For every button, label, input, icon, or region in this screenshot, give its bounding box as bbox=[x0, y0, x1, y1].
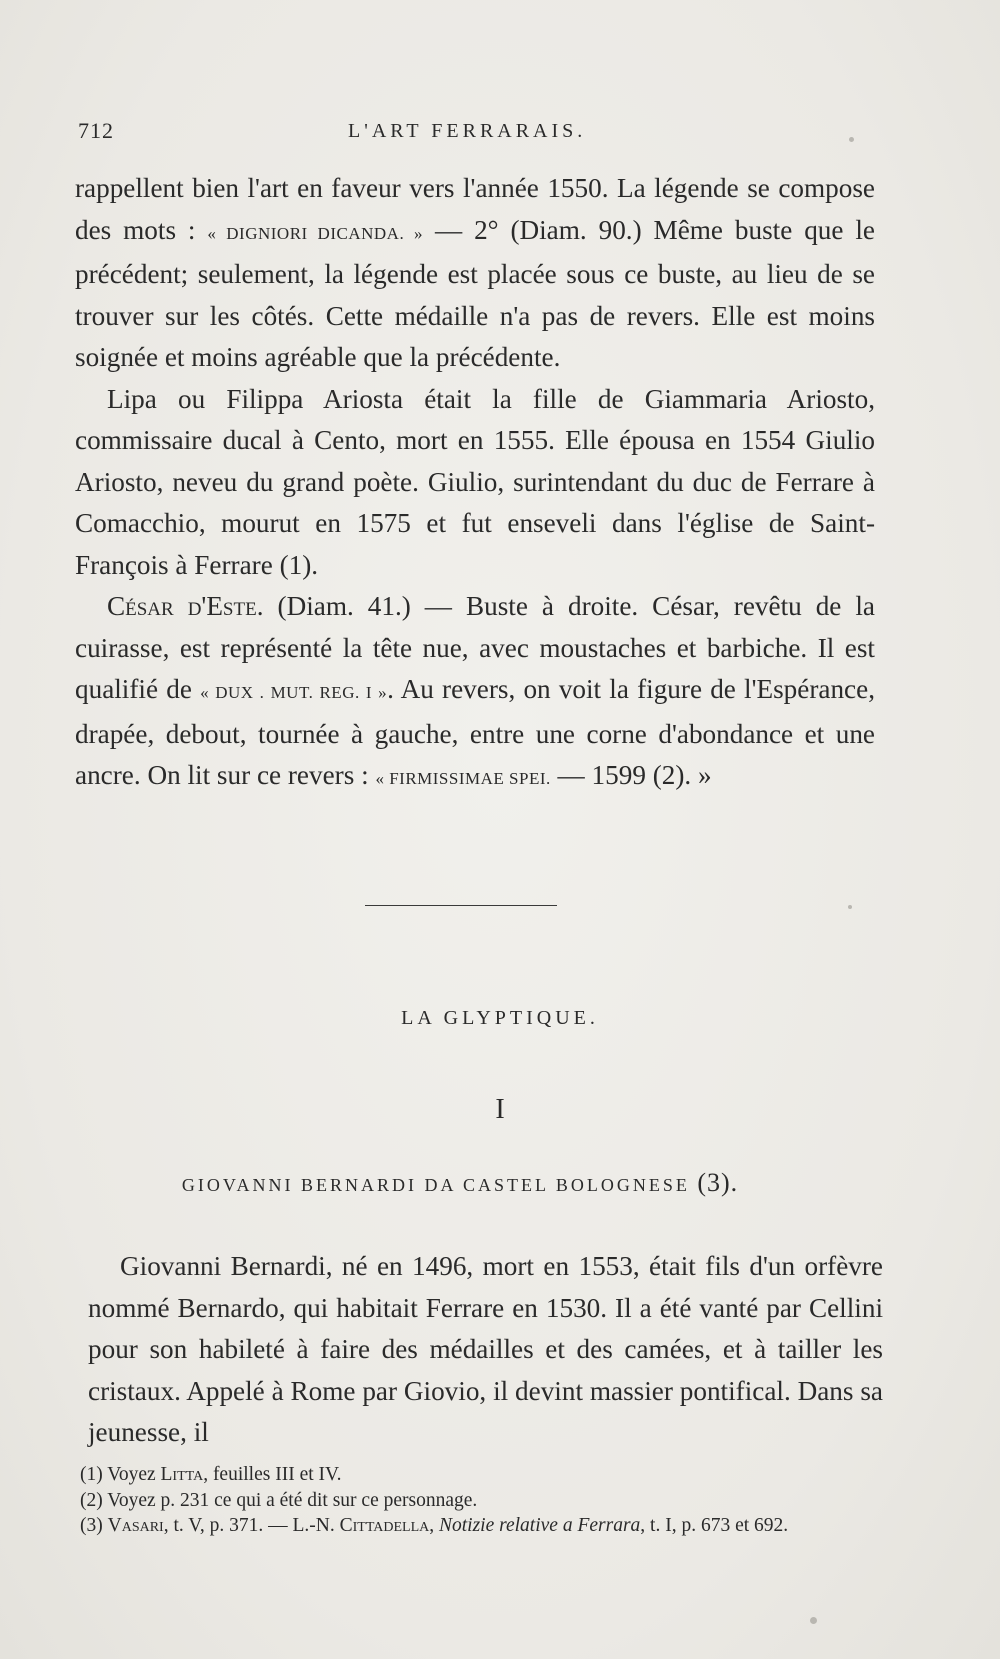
paragraph-cesar-deste: César d'Este. (Diam. 41.) — Buste à droite. César, revêtu de la cuirasse, est représenté la tête nue, avec moustaches et barbiche. Il est qualifié de « DUX . MUT. REG. I ». Au revers, on voit la figure de l'Espérance, drapée, debout, tournée à gauche, entre une corne d'abondance et une ancre. On lit sur ce revers : « FIRMISSIMAE SPEI. — 1599 (2). » bbox=[75, 591, 875, 790]
running-title: L'ART FERRARAIS. bbox=[348, 120, 587, 142]
section-numeral: I bbox=[495, 1094, 505, 1125]
section-divider-rule bbox=[365, 905, 557, 906]
footnote-2: (2) Voyez p. 231 ce qui a été dit sur ce personnage. bbox=[80, 1489, 478, 1511]
legend-quote: « DUX . MUT. REG. I » bbox=[200, 683, 388, 702]
paper-speck bbox=[849, 137, 854, 142]
legend-quote: « FIRMISSIMAE SPEI. bbox=[375, 769, 551, 788]
section-title: LA GLYPTIQUE. bbox=[401, 1007, 599, 1029]
paper-speck bbox=[848, 905, 852, 909]
page-number: 712 bbox=[78, 118, 114, 143]
footnote-1: (1) Voyez Litta, feuilles III et IV. bbox=[80, 1464, 342, 1485]
paragraph-giovanni-bernardi: Giovanni Bernardi, né en 1496, mort en 1553, était fils d'un orfèvre nommé Bernardo, qui habitait Ferrare en 1530. Il a été vanté par Cellini pour son habileté à faire des médailles et des camées, et à tailler les cristaux. Appelé à Rome par Giovio, il devint massier pontifical. Dans sa jeunesse, il bbox=[88, 1251, 883, 1447]
footnotes bbox=[60, 1462, 875, 1539]
page-header bbox=[78, 118, 878, 148]
paper-speck bbox=[810, 1617, 817, 1624]
body-text-top bbox=[75, 168, 875, 800]
footnote-ref: (3). bbox=[697, 1168, 739, 1197]
paragraph-medal-description: rappellent bien l'art en faveur vers l'année 1550. La légende se compose des mots : « DIGNIORI DICANDA. » — 2° (Diam. 90.) Même buste que le précédent; seulement, la légende est placée sous ce buste, au lieu de se trouver sur les côtés. Cette médaille n'a pas de revers. Elle est moins soignée et moins agréable que la précédente. bbox=[75, 173, 875, 372]
section-subtitle: GIOVANNI BERNARDI DA CASTEL BOLOGNESE (3). bbox=[181, 1168, 739, 1197]
cited-work-title: Notizie relative a Ferrara bbox=[438, 1515, 641, 1536]
body-text-bottom bbox=[88, 1246, 883, 1454]
paragraph-filippa-ariosta: Lipa ou Filippa Ariosta était la fille de Giammaria Ariosto, commissaire ducal à Cento, mort en 1555. Elle épousa en 1554 Giulio Ariosto, neveu du grand poète. Giulio, surintendant du duc de Ferrare à Comacchio, mourut en 1575 et fut enseveli dans l'église de Saint-François à Ferrare (1). bbox=[75, 383, 875, 580]
person-name: César d'Este. bbox=[107, 591, 264, 621]
legend-quote: « DIGNIORI DICANDA. » bbox=[207, 223, 424, 243]
footnote-3: (3) Vasari, t. V, p. 371. — L.-N. Cittadella, Notizie relative a Ferrara, t. I, p. 673 et 692. bbox=[80, 1515, 789, 1536]
